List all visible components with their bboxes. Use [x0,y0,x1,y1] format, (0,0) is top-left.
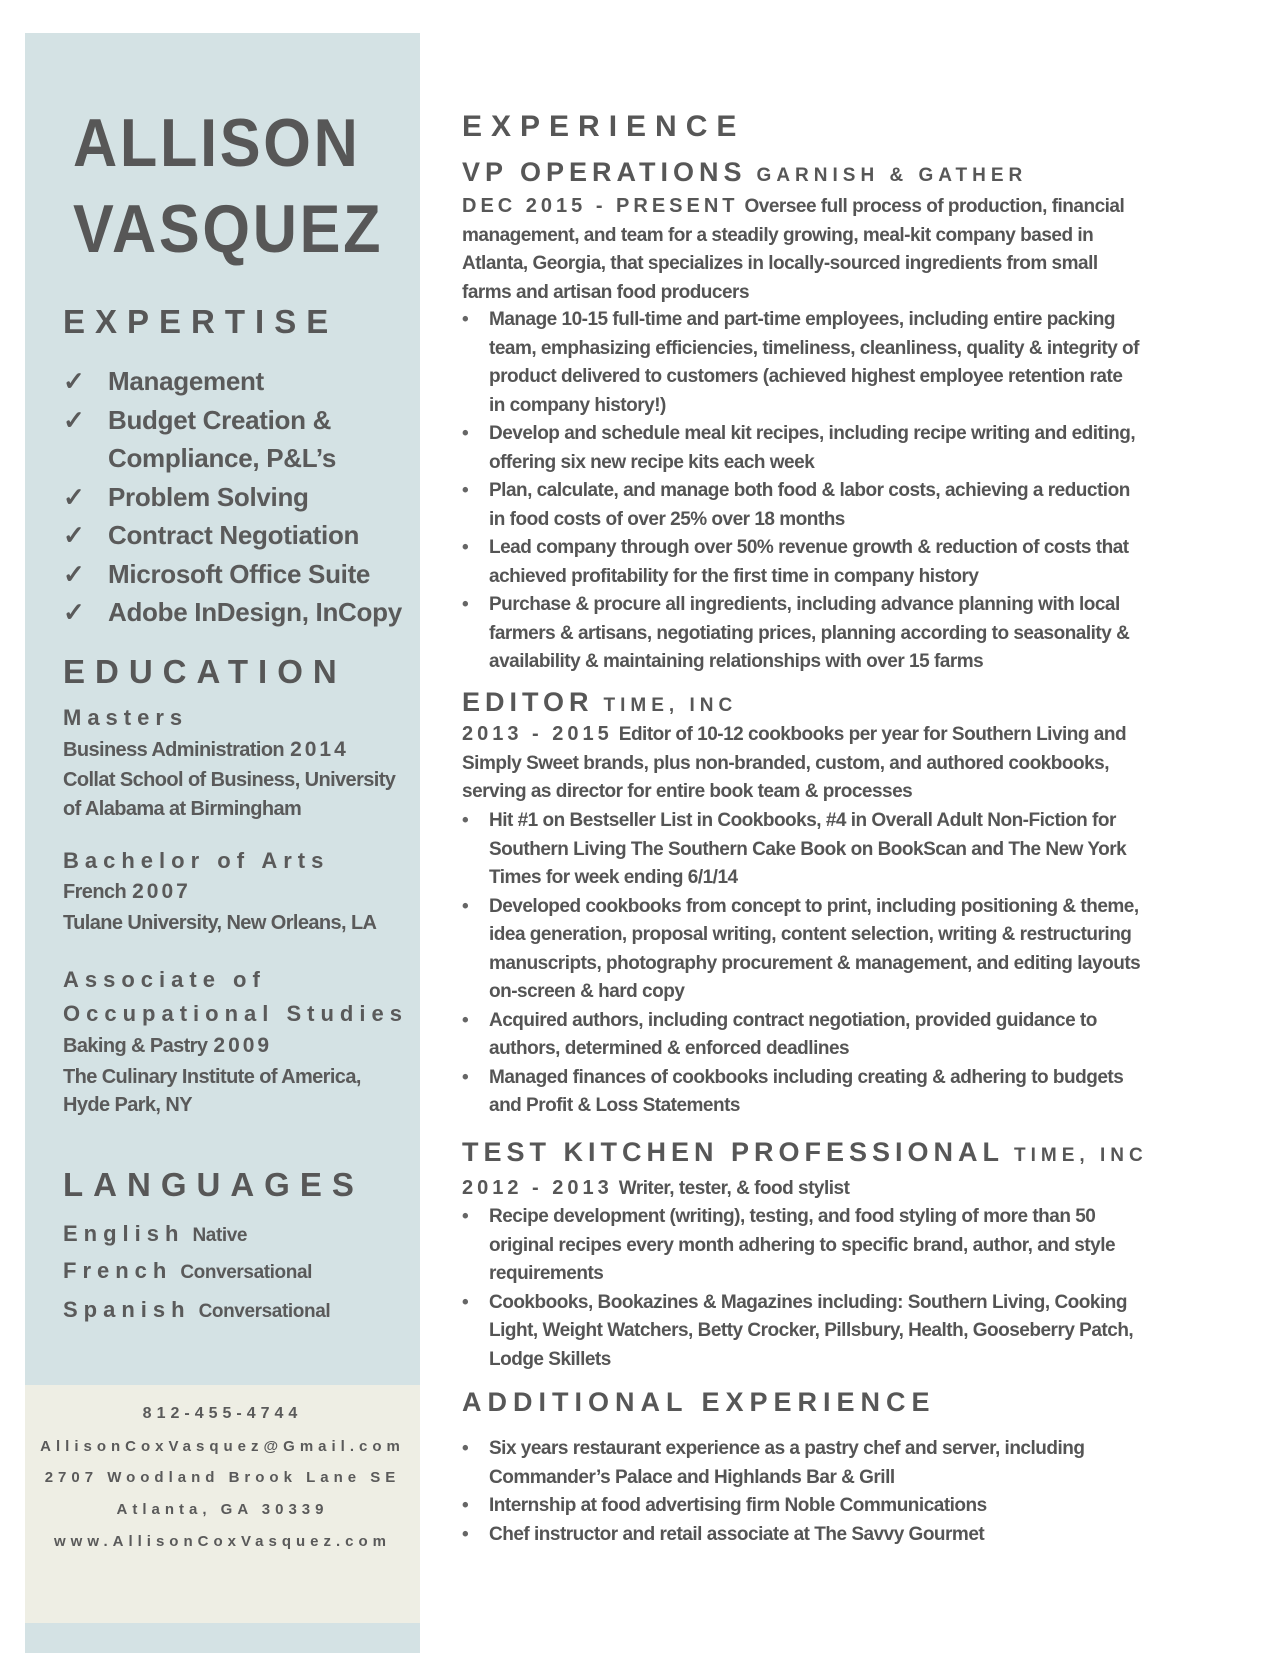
education-degree: Associate of [63,967,266,992]
education-degree: Bachelor of Arts [63,848,330,873]
job-header: TEST KITCHEN PROFESSIONAL TIME, INC [462,1137,1148,1167]
education-school: Hyde Park, NY [63,1094,192,1116]
expertise-item: ✓ Adobe InDesign, InCopy [63,593,402,632]
languages-heading: LANGUAGES [63,1166,364,1203]
job-bullets [462,306,1142,677]
contact-phone[interactable]: 812-455-4744 [142,1405,303,1422]
list-item: • Purchase & procure all ingredients, including advance planning with local farmers & artisans, negotiating prices, planning according to seasonality & availability & maintaining relationships with over 15 farms [462,591,1142,677]
expertise-item: ✓ Contract Negotiation [63,516,402,555]
list-item: • Cookbooks, Bookazines & Magazines including: Southern Living, Cooking Light, Weight Watchers, Betty Crocker, Pillsbury, Health, Gooseberry Patch, Lodge Skillets [462,1289,1142,1375]
language-row: English Native [63,1221,248,1246]
education-school: Tulane University, New Orleans, LA [63,912,377,934]
list-item: • Lead company through over 50% revenue growth & reduction of costs that achieved profitability for the first time in company history [462,534,1142,591]
contact-address-line2: Atlanta, GA 30339 [116,1501,329,1518]
job-bullets [462,807,1142,1121]
additional-experience-heading: ADDITIONAL EXPERIENCE [462,1387,936,1417]
first-name: ALLISON [73,105,361,181]
education-heading: EDUCATION [63,653,347,690]
education-school: of Alabama at Birmingham [63,798,302,820]
check-icon: ✓ [63,481,85,512]
last-name: VASQUEZ [73,191,384,267]
language-row: French Conversational [63,1258,313,1283]
job-summary: DEC 2015 - PRESENT Oversee full process of production, financial management, and team for a steadily growing, meal-kit company based in Atlanta, Georgia, that specializes in locally-sourced ingredients from small farms and artisan food producers [462,195,1125,303]
language-row: Spanish Conversational [63,1297,331,1322]
list-item: • Acquired authors, including contract negotiation, provided guidance to authors, determined & enforced deadlines [462,1007,1142,1064]
expertise-item: ✓ Microsoft Office Suite [63,555,402,594]
job-header: VP OPERATIONS GARNISH & GATHER [462,157,1028,187]
contact-address-line1: 2707 Woodland Brook Lane SE [44,1469,401,1486]
list-item: • Six years restaurant experience as a pastry chef and server, including Commander’s Palace and Highlands Bar & Grill [462,1435,1142,1492]
expertise-heading: EXPERTISE [63,303,339,340]
list-item: • Recipe development (writing), testing, and food styling of more than 50 original recipes every month adhering to specific brand, author, and style requirements [462,1203,1142,1289]
experience-heading: EXPERIENCE [462,110,746,143]
name-heading [73,100,383,272]
list-item: • Managed finances of cookbooks including creating & adhering to budgets and Profit & Loss Statements [462,1064,1142,1121]
job-header: EDITOR TIME, INC [462,687,738,717]
list-item: • Hit #1 on Bestseller List in Cookbooks, #4 in Overall Adult Non-Fiction for Southern Living The Southern Cake Book on BookScan and The New York Times for week ending 6/1/14 [462,807,1142,893]
education-field: French 2007 [63,880,191,903]
contact-website[interactable]: www.AllisonCoxVasquez.com [54,1533,391,1550]
expertise-item: ✓ Management [63,362,402,401]
list-item: • Internship at food advertising firm Noble Communications [462,1492,1142,1521]
check-icon: ✓ [63,366,85,396]
education-school: The Culinary Institute of America, [63,1066,361,1088]
list-item: • Manage 10-15 full-time and part-time employees, including entire packing team, emphasizing efficiencies, timeliness, cleanliness, quality & integrity of product delivered to customers (achieved highest employee retention rate in company history!) [462,306,1142,420]
education-degree: Occupational Studies [63,1001,408,1026]
education-field: Baking & Pastry 2009 [63,1034,273,1057]
job-bullets [462,1203,1142,1374]
list-item: • Develop and schedule meal kit recipes, including recipe writing and editing, offering six new recipe kits each week [462,420,1142,477]
expertise-item: ✓ Problem Solving [63,478,402,517]
additional-bullets [462,1435,1142,1549]
check-icon: ✓ [63,520,85,550]
expertise-item: ✓ Budget Creation & [63,401,402,440]
check-icon: ✓ [63,597,85,627]
list-item: • Plan, calculate, and manage both food & labor costs, achieving a reduction in food costs of over 25% over 18 months [462,477,1142,534]
expertise-item: Compliance, P&L’s [108,443,336,473]
check-icon: ✓ [63,404,85,435]
job-summary: 2012 - 2013 Writer, tester, & food stylist [462,1177,850,1199]
list-item: • Developed cookbooks from concept to print, including positioning & theme, idea generation, proposal writing, content selection, writing & restructuring manuscripts, photography procurement & management, and editing layouts on-screen & hard copy [462,893,1142,1007]
check-icon: ✓ [63,558,85,589]
education-school: Collat School of Business, University [63,769,396,791]
contact-email[interactable]: AllisonCoxVasquez@Gmail.com [40,1438,405,1455]
education-degree: Masters [63,705,189,730]
expertise-list [63,362,402,632]
education-field: Business Administration 2014 [63,738,349,761]
list-item: • Chef instructor and retail associate at The Savvy Gourmet [462,1521,1142,1550]
job-summary: 2013 - 2015 Editor of 10-12 cookbooks per year for Southern Living and Simply Sweet brands, plus non-branded, custom, and authored cookbooks, serving as director for entire book team & processes [462,723,1127,802]
